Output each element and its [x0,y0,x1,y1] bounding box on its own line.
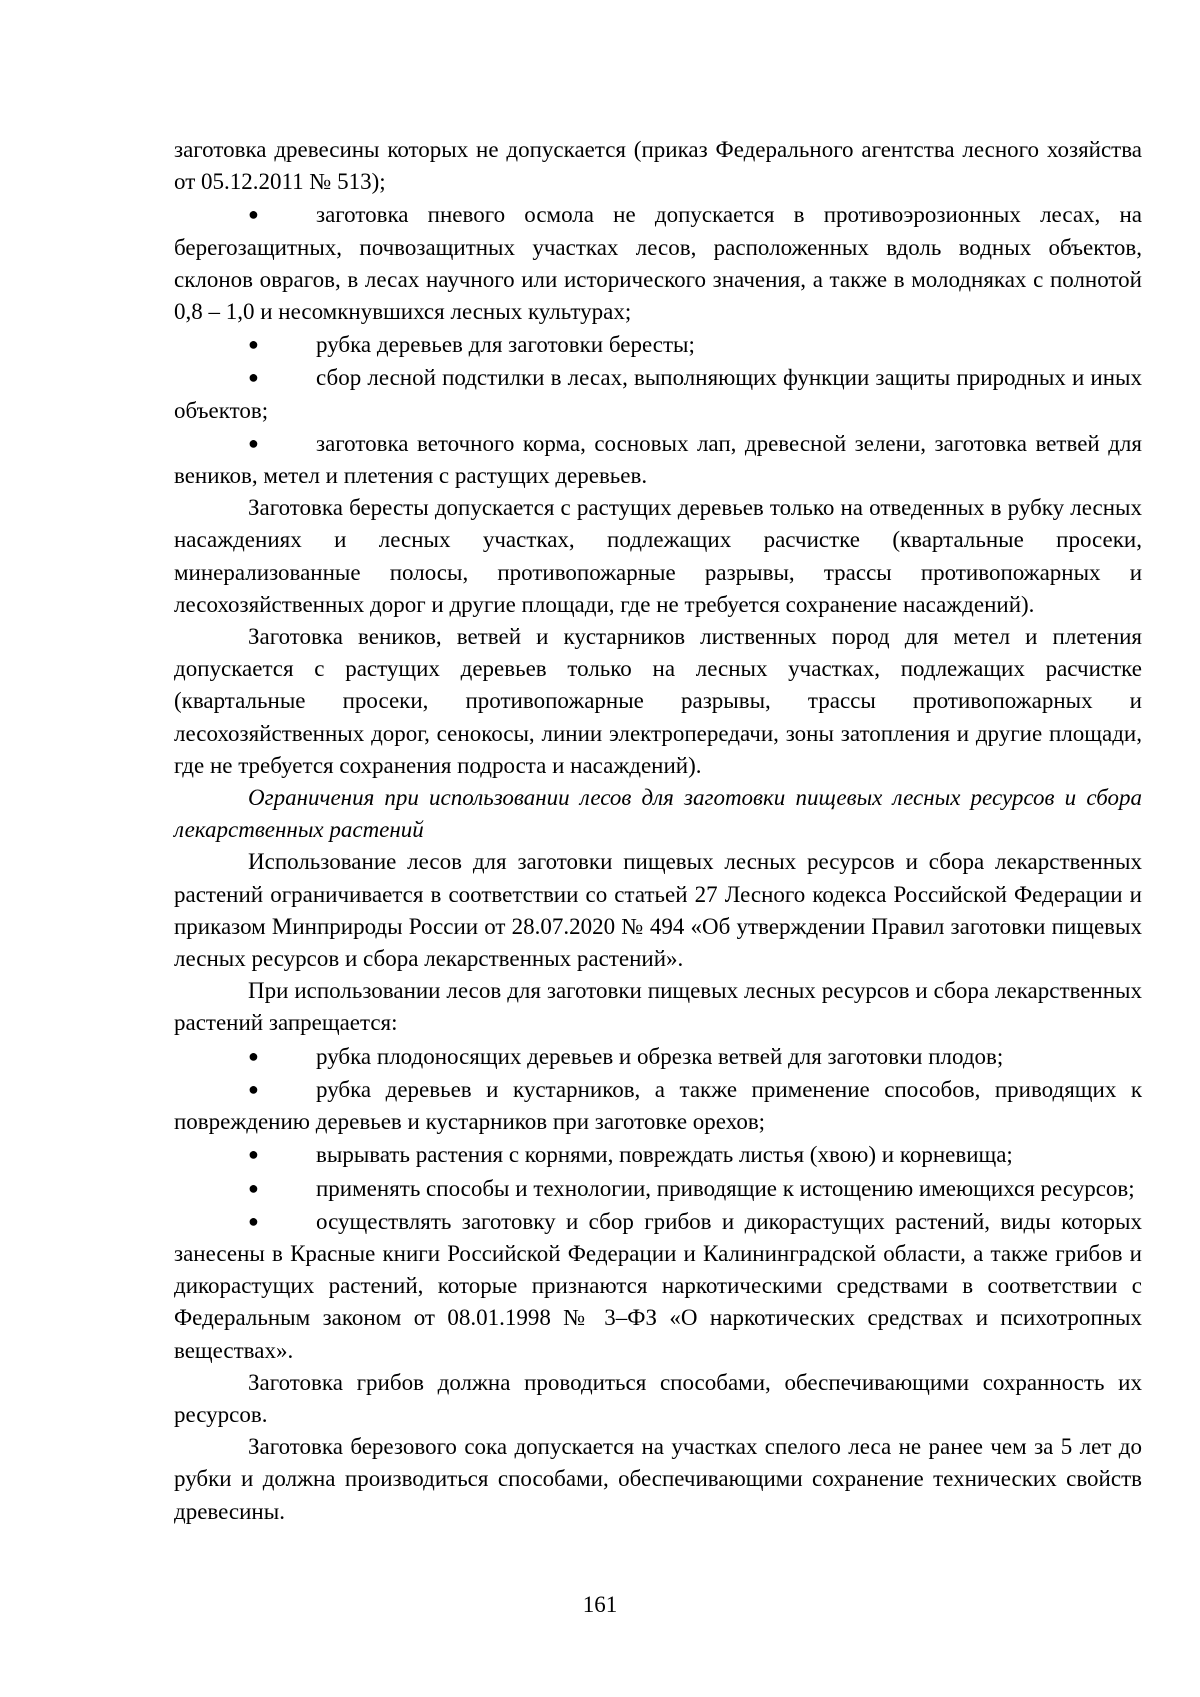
paragraph: Заготовка грибов должна проводиться способами, обеспечивающими сохранность их ресурсов. [174,1369,1142,1427]
bullet-icon: ● [248,1210,259,1231]
paragraph: Заготовка веников, ветвей и кустарников лиственных пород для метел и плетения допускается с растущих деревьев только на лесных участках, подлежащих расчистке (квартальные просеки, противопожарные разрывы, трассы противопожарных и лесохозяйственных дорог, сенокосы, линии электропередачи, зоны затопления и другие площади, где не требуется сохранения подроста и насаждений). [174,624,1142,778]
bullet-item [174,1205,1142,1367]
page-number: 161 [582,1592,618,1617]
bullet-text: рубка плодоносящих деревьев и обрезка ветвей для заготовки плодов; [316,1043,1004,1069]
bullet-text: осуществлять заготовку и сбор грибов и дикорастущих растений, виды которых занесены в Красные книги Российской Федерации и Калининградской области, а также грибов и дикорастущих растений, которые признаются наркотическими средствами в соответствии с Федеральным законом от 08.01.1998 № 3–ФЗ «О наркотических средствах и психотропных веществах». [174,1208,1142,1363]
bullet-item [174,1172,1142,1205]
bullet-text: применять способы и технологии, приводящие к истощению имеющихся ресурсов; [316,1175,1135,1201]
bullet-text: заготовка пневого осмола не допускается в противоэрозионных лесах, на берегозащитных, почвозащитных участках лесов, расположенных вдоль водных объектов, склонов оврагов, в лесах научного или исторического значения, а также в молодняках с полнотой 0,8 – 1,0 и несомкнувшихся лесных культурах; [174,202,1142,325]
bullet-icon: ● [248,204,259,225]
bullet-text: рубка деревьев и кустарников, а также применение способов, приводящих к повреждению деревьев и кустарников при заготовке орехов; [174,1076,1142,1135]
paragraph: Заготовка бересты допускается с растущих деревьев только на отведенных в рубку лесных насаждениях и лесных участках, подлежащих расчистке (квартальные просеки, минерализованные полосы, противопожарные разрывы, трассы противопожарных и лесохозяйственных дорог и другие площади, где не требуется сохранение насаждений). [174,495,1142,617]
bullet-icon: ● [248,367,259,388]
bullet-item [174,198,1142,328]
bullet-item [174,1138,1142,1171]
bullet-icon: ● [248,1144,259,1165]
bullet-icon: ● [248,1045,259,1066]
paragraph: При использовании лесов для заготовки пищевых лесных ресурсов и сбора лекарственных растений запрещается: [174,978,1142,1036]
bullet-text: заготовка веточного корма, сосновых лап, древесной зелени, заготовка ветвей для веников, метел и плетения с растущих деревьев. [174,430,1142,489]
bullet-item [174,361,1142,426]
section-heading: Ограничения при использовании лесов для заготовки пищевых лесных ресурсов и сбора лекарственных растений [174,785,1142,843]
bullet-text: рубка деревьев для заготовки бересты; [316,332,695,358]
bullet-item [174,1073,1142,1138]
bullet-icon: ● [248,1177,259,1198]
bullet-item [174,328,1142,361]
bullet-icon: ● [248,334,259,355]
bullet-item [174,1040,1142,1073]
bullet-text: сбор лесной подстилки в лесах, выполняющих функции защиты природных и иных объектов; [174,365,1142,423]
document-body [174,134,1142,1528]
bullet-text: вырывать растения с корнями, повреждать листья (хвою) и корневища; [316,1142,1013,1168]
paragraph-continuation: заготовка древесины которых не допускается (приказ Федерального агентства лесного хозяйства от 05.12.2011 № 513); [174,137,1142,195]
paragraph: Заготовка березового сока допускается на участках спелого леса не ранее чем за 5 лет до рубки и должна производиться способами, обеспечивающими сохранение технических свойств древесины. [174,1434,1142,1524]
paragraph: Использование лесов для заготовки пищевых лесных ресурсов и сбора лекарственных растений ограничивается в соответствии со статьей 27 Лесного кодекса Российской Федерации и приказом Минприроды России от 28.07.2020 № 494 «Об утверждении Правил заготовки пищевых лесных ресурсов и сбора лекарственных растений». [174,849,1142,972]
bullet-item [174,427,1142,492]
bullet-icon: ● [248,1078,259,1099]
bullet-icon: ● [248,432,259,453]
